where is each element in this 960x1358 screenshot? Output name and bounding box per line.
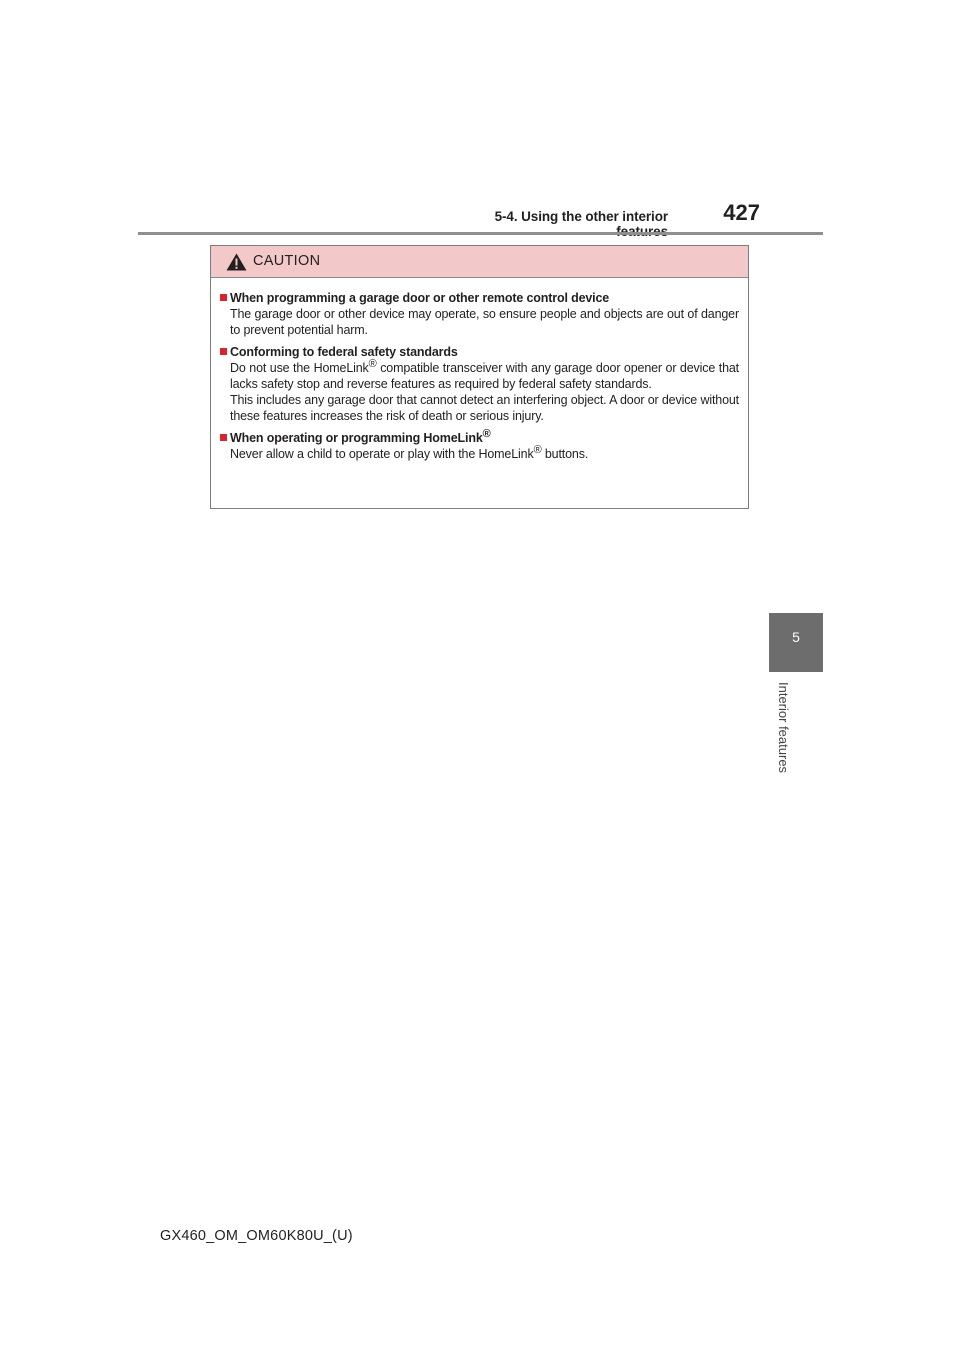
paragraph bbox=[230, 357, 739, 392]
page-number: 427 bbox=[723, 200, 760, 225]
heading-text: When programming a garage door or other remote control device bbox=[230, 291, 610, 305]
paragraph: This includes any garage door that cannot detect an interfering object. A door or device without these features increases the risk of death or serious injury. bbox=[230, 393, 739, 423]
red-square-bullet-icon bbox=[220, 294, 227, 301]
caution-item-text bbox=[220, 443, 739, 462]
caution-body bbox=[211, 278, 748, 462]
chapter-tab bbox=[769, 613, 823, 672]
document-code: GX460_OM_OM60K80U_(U) bbox=[160, 1228, 353, 1244]
caution-item-heading bbox=[220, 290, 739, 306]
text-segment: Never allow a child to operate or play with the HomeLink bbox=[230, 447, 534, 461]
section-title: 5-4. Using the other interior bbox=[494, 209, 668, 224]
red-square-bullet-icon bbox=[220, 434, 227, 441]
caution-box bbox=[210, 245, 749, 509]
chapter-number: 5 bbox=[792, 629, 800, 645]
header-divider bbox=[138, 232, 823, 235]
caution-item-heading bbox=[220, 427, 739, 446]
paragraph bbox=[230, 443, 739, 462]
heading-text: Conforming to federal safety standards bbox=[230, 345, 458, 359]
caution-header bbox=[211, 246, 748, 278]
heading-text: When operating or programming HomeLink bbox=[230, 431, 483, 445]
registered-mark: ® bbox=[482, 427, 491, 440]
registered-mark: ® bbox=[368, 357, 377, 370]
caution-item-text bbox=[220, 306, 739, 338]
warning-triangle-icon bbox=[226, 253, 247, 271]
text-segment: Do not use the HomeLink bbox=[230, 361, 369, 375]
caution-item-text bbox=[220, 357, 739, 424]
text-segment: compatible transceiver with any garage door opener or device that lacks safety stop and reverse features as required by federal safety standards. bbox=[230, 361, 739, 391]
paragraph: The garage door or other device may operate, so ensure people and objects are out of danger to prevent potential harm. bbox=[230, 307, 739, 337]
caution-title: CAUTION bbox=[253, 253, 321, 269]
chapter-title: Interior features bbox=[776, 682, 791, 774]
text-segment: buttons. bbox=[541, 447, 589, 461]
registered-mark: ® bbox=[533, 443, 542, 456]
caution-item-heading bbox=[220, 344, 739, 360]
red-square-bullet-icon bbox=[220, 348, 227, 355]
